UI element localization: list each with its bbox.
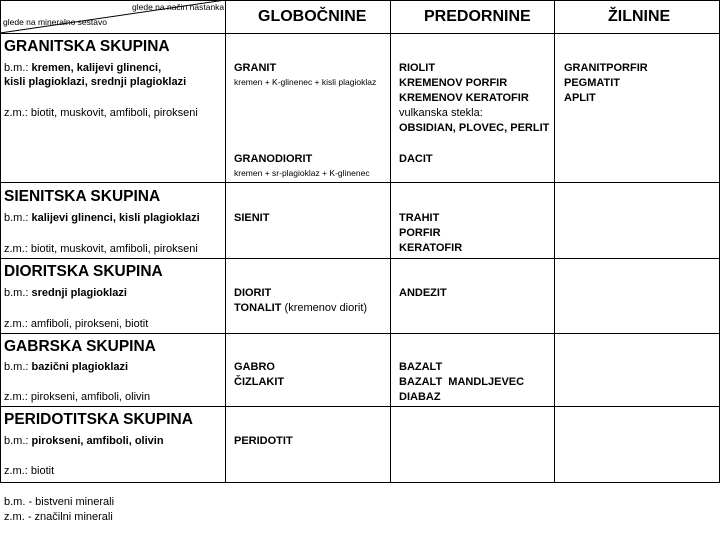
tonalit-note: (kremenov diorit) [281,302,368,314]
sienit-bm-minerals: kalijevi glinenci, kisli plagioklazi [31,212,200,224]
rock-diabaz: DIABAZ [399,391,441,403]
bm-prefix: b.m.: [4,62,32,74]
gabro-bm [4,361,128,374]
diorit-bm-minerals: srednji plagioklazi [31,287,127,299]
column-header-zilnine: ŽILNINE [608,8,671,25]
granit-bm-line1 [4,62,161,75]
group-title-sienit: SIENITSKA SKUPINA [4,188,161,205]
legend-bm: b.m. - bistveni minerali [4,496,115,508]
column-divider [390,0,391,483]
rock-granitporfir: GRANITPORFIR [564,62,648,74]
rock-keratofir: KERATOFIR [399,242,463,254]
peridotit-bm-minerals: pirokseni, amfiboli, olivin [31,435,164,447]
rock-dacit: DACIT [399,153,433,165]
rock-aplit: APLIT [564,92,596,104]
rock-riolit: RIOLIT [399,62,436,74]
tonalit-line [234,302,367,315]
rock-porfir: PORFIR [399,227,441,239]
corner-label-composition: glede na mineralno sestavo [3,17,107,27]
rock-trahit: TRAHIT [399,212,440,224]
granodiorit-composition: kremen + sr-plagioklaz + K-glinenec [234,168,370,178]
table-border-left [0,0,1,483]
column-divider [225,0,226,483]
bm-prefix: b.m.: [4,287,32,299]
column-header-predornine: PREDORNINE [424,8,531,25]
row-divider [0,406,720,407]
rock-peridotit: PERIDOTIT [234,435,293,447]
granit-bm-line2: kisli plagioklazi, srednji plagioklazi [4,76,187,88]
diorit-bm [4,287,127,300]
row-divider [0,258,720,259]
sienit-zm: z.m.: biotit, muskovit, amfiboli, pirokseni [4,243,198,255]
legend-zm: z.m. - značilni minerali [4,511,113,523]
peridotit-zm: z.m.: biotit [4,465,55,477]
group-title-peridotit: PERIDOTITSKA SKUPINA [4,411,193,428]
column-divider [554,0,555,483]
group-title-granit: GRANITSKA SKUPINA [4,38,170,55]
row-divider [0,333,720,334]
group-title-gabro: GABRSKA SKUPINA [4,338,156,355]
rock-tonalit: TONALIT [234,302,282,314]
granit-composition: kremen + K-glinenec + kisli plagioklaz [234,77,377,87]
sienit-bm [4,212,200,225]
rock-gabro: GABRO [234,361,275,373]
rock-kremenov-keratofir: KREMENOV KERATOFIR [399,92,529,104]
rock-granodiorit: GRANODIORIT [234,153,313,165]
gabro-zm: z.m.: pirokseni, amfiboli, olivin [4,391,151,403]
bm-prefix: b.m.: [4,435,32,447]
bm-prefix: b.m.: [4,361,32,373]
column-header-globocnine: GLOBOČNINE [258,8,367,25]
rock-pegmatit: PEGMATIT [564,77,621,89]
rock-andezit: ANDEZIT [399,287,447,299]
rock-volcanic-glasses: OBSIDIAN, PLOVEC, PERLIT [399,122,550,134]
gabro-bm-minerals: bazični plagioklazi [31,361,129,373]
rock-diorit: DIORIT [234,287,272,299]
diorit-zm: z.m.: amfiboli, pirokseni, biotit [4,318,149,330]
row-divider [0,182,720,183]
rock-bazalt: BAZALT [399,361,443,373]
rock-granit: GRANIT [234,62,277,74]
rock-kremenov-porfir: KREMENOV PORFIR [399,77,508,89]
peridotit-bm [4,435,164,448]
group-title-diorit: DIORITSKA SKUPINA [4,263,163,280]
rock-cizlakit: ČIZLAKIT [234,376,285,388]
rock-bazalt-mandljevec: BAZALT MANDLJEVEC [399,376,525,388]
table-border-bottom [0,482,720,483]
granit-zm: z.m.: biotit, muskovit, amfiboli, pirokseni [4,107,198,119]
granit-bm-minerals: kremen, kalijevi glinenci, [31,62,162,74]
volcanic-glass-label: vulkanska stekla: [399,107,483,119]
rock-sienit: SIENIT [234,212,270,224]
corner-label-formation: glede na način nastanka [132,2,225,12]
bm-prefix: b.m.: [4,212,32,224]
